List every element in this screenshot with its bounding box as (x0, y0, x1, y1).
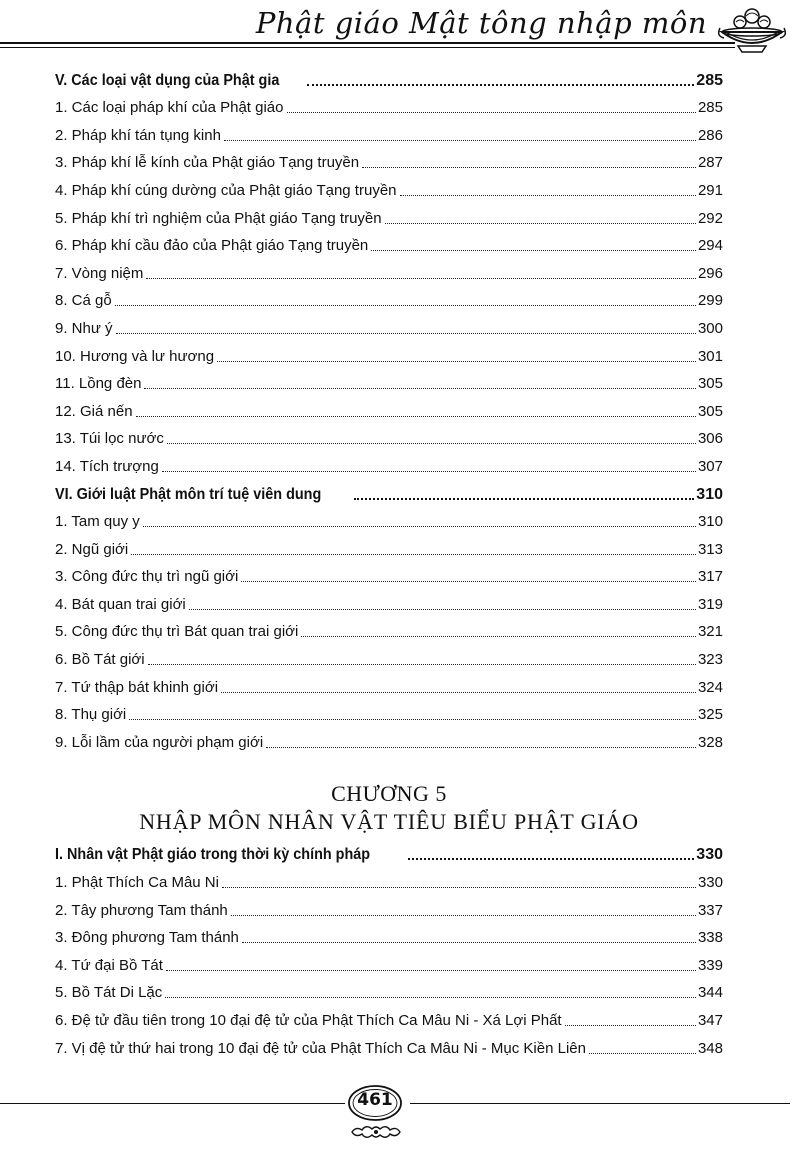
toc-entry-page: 344 (697, 984, 723, 1002)
toc-entry-label: 1. Tam quy y (55, 513, 140, 531)
toc-entry-label: 7. Tứ thập bát khinh giới (55, 678, 219, 696)
footer-rule-right (410, 1103, 790, 1104)
toc-entry (55, 920, 723, 948)
toc-entry-label: I. Nhân vật Phật giáo trong thời kỳ chính pháp (55, 846, 371, 864)
toc-entry-label: 3. Pháp khí lễ kính của Phật giáo Tạng truyền (55, 154, 360, 172)
dot-leader (115, 305, 696, 306)
toc-entry (55, 559, 723, 587)
toc-entry (55, 145, 723, 173)
dot-leader (143, 526, 696, 527)
footer-cloud-ornament-icon (348, 1124, 404, 1140)
toc-entry-page: 347 (697, 1012, 723, 1029)
header-rule (0, 42, 735, 44)
toc-entry (55, 393, 723, 421)
dot-leader (224, 140, 696, 141)
dot-leader (222, 887, 696, 888)
toc-section-entry (55, 62, 723, 90)
toc-entry (55, 117, 723, 145)
dot-leader (287, 112, 696, 113)
toc-entry-label: 5. Pháp khí trì nghiệm của Phật giáo Tạng truyền (55, 209, 382, 227)
toc-entry-label: VI. Giới luật Phật môn trí tuệ viên dung (55, 485, 322, 503)
dot-leader (565, 1025, 696, 1026)
toc-entry-page: 299 (697, 292, 723, 310)
toc-entry-label: 3. Công đức thụ trì ngũ giới (55, 568, 239, 586)
toc-entry (55, 172, 723, 200)
toc-entry-label: 7. Vòng niệm (55, 264, 144, 282)
toc-entry (55, 504, 723, 532)
toc-entry (55, 366, 723, 394)
toc-entry-label: 8. Cá gỗ (55, 292, 112, 310)
toc-entry (55, 586, 723, 614)
dot-leader (166, 970, 696, 971)
toc-entry-label: 6. Pháp khí cầu đảo của Phật giáo Tạng truyền (55, 237, 369, 255)
header-rule-thin (0, 47, 735, 48)
toc-entry (55, 1002, 723, 1030)
toc-entry-label: 2. Ngũ giới (55, 540, 129, 558)
toc-entry-page: 306 (697, 430, 723, 448)
page-header (0, 0, 800, 60)
toc-entry-page: 324 (697, 678, 723, 696)
dot-leader (146, 278, 696, 279)
toc-entry-page: 323 (697, 651, 723, 669)
toc-entry (55, 338, 723, 366)
dot-leader (589, 1053, 696, 1054)
offering-bowl-emblem-icon (716, 2, 788, 54)
toc-entry-page: 305 (697, 402, 723, 420)
toc-entry-page: 337 (697, 901, 723, 919)
dot-leader (165, 997, 696, 998)
toc-list-part1 (55, 62, 723, 752)
toc-entry-label: 11. Lồng đèn (55, 375, 142, 393)
toc-entry-label: 8. Thụ giới (55, 706, 127, 724)
dot-leader (231, 915, 696, 916)
toc-entry (55, 975, 723, 1003)
dot-leader (354, 498, 694, 500)
toc-entry-page: 307 (697, 457, 723, 475)
toc-entry (55, 724, 723, 752)
toc-entry-label: 2. Pháp khí tán tụng kinh (55, 126, 221, 144)
toc-entry-label: 4. Tứ đại Bồ Tát (55, 956, 163, 974)
toc-entry (55, 697, 723, 725)
dot-leader (301, 636, 696, 637)
toc-entry-page: 286 (697, 126, 723, 144)
toc-entry-label: 5. Công đức thụ trì Bát quan trai giới (55, 623, 299, 641)
dot-leader (385, 223, 696, 224)
dot-leader (167, 443, 696, 444)
toc-entry-page: 296 (697, 264, 723, 282)
toc-entry (55, 641, 723, 669)
toc-entry (55, 531, 723, 559)
toc-entry-label: 9. Lỗi lầm của người phạm giới (55, 733, 264, 751)
dot-leader (242, 942, 696, 943)
toc-entry-label: 13. Túi lọc nước (55, 430, 164, 448)
toc-entry-label: 2. Tây phương Tam thánh (55, 901, 228, 919)
toc-entry-page: 291 (697, 181, 723, 199)
running-head-title: Phật giáo Mật tông nhập môn (248, 6, 715, 40)
toc-entry-label: 5. Bồ Tát Di Lặc (55, 984, 163, 1002)
dot-leader (217, 361, 696, 362)
toc-entry-page: 301 (697, 347, 723, 365)
chapter-title: NHẬP MÔN NHÂN VẬT TIÊU BIỂU PHẬT GIÁO (139, 808, 639, 834)
toc-entry (55, 614, 723, 642)
toc-entry-label: 1. Phật Thích Ca Mâu Ni (55, 874, 219, 892)
toc-entry (55, 90, 723, 118)
toc-entry (55, 1030, 723, 1058)
toc-list-part2 (55, 837, 723, 1058)
toc-entry-page: 339 (697, 956, 723, 974)
toc-entry-label: 6. Đệ tử đầu tiên trong 10 đại đệ tử của Phật Thích Ca Mâu Ni - Xá Lợi Phất (55, 1012, 562, 1029)
toc-section-entry (55, 476, 723, 504)
chapter-number: CHƯƠNG 5 (331, 780, 447, 806)
dot-leader (241, 581, 696, 582)
dot-leader (266, 747, 696, 748)
toc-entry-label: 6. Bồ Tát giới (55, 651, 145, 669)
dot-leader (116, 333, 696, 334)
toc-entry (55, 228, 723, 256)
table-of-contents (55, 62, 723, 1058)
toc-entry-page: 330 (696, 846, 723, 864)
dot-leader (189, 609, 696, 610)
dot-leader (307, 84, 694, 86)
dot-leader (131, 554, 696, 555)
dot-leader (221, 692, 696, 693)
dot-leader (162, 471, 696, 472)
dot-leader (400, 195, 696, 196)
page-footer (0, 1080, 800, 1155)
toc-entry-page: 300 (697, 319, 723, 337)
toc-section-entry (55, 837, 723, 865)
toc-entry-page: 313 (697, 540, 723, 558)
toc-entry-page: 348 (697, 1039, 723, 1057)
dot-leader (148, 664, 696, 665)
toc-entry (55, 892, 723, 920)
toc-entry-page: 310 (697, 513, 723, 531)
dot-leader (144, 388, 695, 389)
toc-entry-page: 310 (696, 485, 723, 503)
dot-leader (371, 250, 696, 251)
toc-entry-page: 338 (697, 929, 723, 947)
toc-entry-label: 9. Như ý (55, 319, 113, 337)
toc-entry (55, 200, 723, 228)
toc-entry (55, 864, 723, 892)
page-number: 461 (357, 1090, 393, 1110)
toc-entry-page: 330 (697, 874, 723, 892)
dot-leader (136, 416, 696, 417)
toc-entry-page: 319 (697, 595, 723, 613)
toc-entry (55, 283, 723, 311)
dot-leader (408, 858, 694, 860)
toc-entry-page: 292 (697, 209, 723, 227)
toc-entry-page: 285 (696, 71, 723, 89)
toc-entry-page: 317 (697, 568, 723, 586)
toc-entry-label: 3. Đông phương Tam thánh (55, 929, 239, 947)
toc-entry (55, 255, 723, 283)
toc-entry-page: 294 (697, 237, 723, 255)
toc-entry-page: 328 (697, 733, 723, 751)
toc-entry (55, 669, 723, 697)
toc-entry-page: 305 (697, 375, 723, 393)
dot-leader (362, 167, 696, 168)
toc-entry-label: 12. Giá nến (55, 402, 133, 420)
toc-entry-page: 287 (697, 154, 723, 172)
toc-entry-label: 4. Bát quan trai giới (55, 595, 186, 613)
toc-entry (55, 947, 723, 975)
toc-entry-label: V. Các loại vật dụng của Phật gia (55, 71, 280, 89)
toc-entry (55, 310, 723, 338)
toc-entry (55, 421, 723, 449)
toc-entry-label: 4. Pháp khí cúng dường của Phật giáo Tạng truyền (55, 181, 397, 199)
toc-entry-label: 7. Vị đệ tử thứ hai trong 10 đại đệ tử của Phật Thích Ca Mâu Ni - Mục Kiền Liên (55, 1039, 586, 1057)
toc-entry-label: 1. Các loại pháp khí của Phật giáo (55, 99, 284, 117)
toc-entry-label: 14. Tích trượng (55, 457, 159, 475)
toc-entry-page: 325 (697, 706, 723, 724)
toc-entry-page: 321 (697, 623, 723, 641)
footer-rule-left (0, 1103, 345, 1104)
toc-entry (55, 448, 723, 476)
chapter-heading (55, 781, 723, 837)
dot-leader (129, 719, 696, 720)
toc-entry-page: 285 (697, 99, 723, 117)
toc-entry-label: 10. Hương và lư hương (55, 347, 215, 365)
